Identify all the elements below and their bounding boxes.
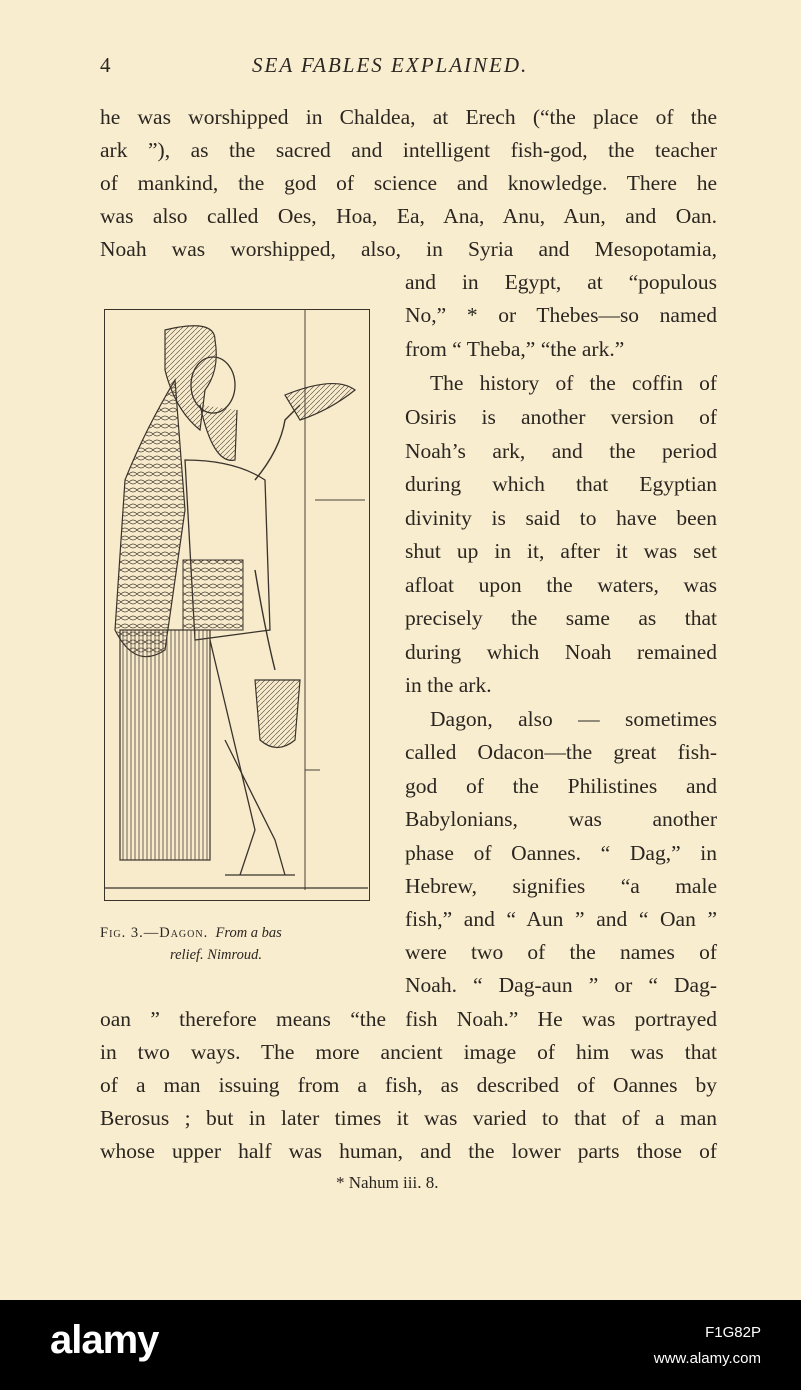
image-id: F1G82P — [705, 1324, 761, 1341]
dagon-figure-drawing — [105, 310, 368, 899]
side-line: Babylonians, was another — [405, 807, 717, 831]
side-line: Dagon, also — sometimes — [430, 707, 717, 731]
side-line: Noah’s ark, and the period — [405, 439, 717, 463]
watermark-banner — [0, 1300, 801, 1390]
body-line: in two ways. The more ancient image of him was that — [100, 1040, 717, 1064]
body-line: Noah was worshipped, also, in Syria and Mesopotamia, — [100, 237, 717, 261]
dagon-relief-illustration — [104, 309, 370, 901]
side-line: precisely the same as that — [405, 606, 717, 630]
side-line: Noah. “ Dag-aun ” or “ Dag- — [405, 973, 717, 997]
side-line: The history of the coffin of — [430, 371, 717, 395]
figure-caption — [100, 922, 380, 966]
side-line: during which that Egyptian — [405, 472, 717, 496]
side-line: and in Egypt, at “populous — [405, 270, 717, 294]
running-title: SEA FABLES EXPLAINED. — [252, 53, 529, 77]
body-line: oan ” therefore means “the fish Noah.” He was portrayed — [100, 1007, 717, 1031]
side-line: fish,” and “ Aun ” and “ Oan ” — [405, 907, 717, 931]
figure-label: Fig. 3.—Dagon. — [100, 925, 209, 941]
alamy-logo: alamy — [50, 1318, 159, 1362]
page-header — [0, 53, 801, 83]
side-line: god of the Philistines and — [405, 774, 717, 798]
figure-caption-text: From a bas — [215, 925, 282, 941]
body-line: whose upper half was human, and the lower parts those of — [100, 1139, 717, 1163]
side-line: during which Noah remained — [405, 640, 717, 664]
side-line: Osiris is another version of — [405, 405, 717, 429]
body-line: ark ”), as the sacred and intelligent fish-god, the teacher — [100, 138, 717, 162]
side-line: shut up in it, after it was set — [405, 539, 717, 563]
body-line: of mankind, the god of science and knowledge. There he — [100, 171, 717, 195]
side-line: in the ark. — [405, 673, 492, 697]
side-line: afloat upon the waters, was — [405, 573, 717, 597]
body-line: of a man issuing from a fish, as described of Oannes by — [100, 1073, 717, 1097]
side-line: No,” * or Thebes—so named — [405, 303, 717, 327]
side-line: were two of the names of — [405, 940, 717, 964]
side-line: divinity is said to have been — [405, 506, 717, 530]
body-line: he was worshipped in Chaldea, at Erech (“the place of the — [100, 105, 717, 129]
side-line: phase of Oannes. “ Dag,” in — [405, 841, 717, 865]
footnote: * Nahum iii. 8. — [336, 1173, 439, 1192]
side-line: called Odacon—the great fish- — [405, 740, 717, 764]
figure-caption-source: relief. Nimroud. — [170, 947, 262, 963]
page-number: 4 — [100, 53, 111, 77]
body-line: Berosus ; but in later times it was varied to that of a man — [100, 1106, 717, 1130]
side-line: from “ Theba,” “the ark.” — [405, 337, 625, 361]
body-line: was also called Oes, Hoa, Ea, Ana, Anu, Aun, and Oan. — [100, 204, 717, 228]
side-line: Hebrew, signifies “a male — [405, 874, 717, 898]
banner-url: www.alamy.com — [653, 1350, 761, 1367]
